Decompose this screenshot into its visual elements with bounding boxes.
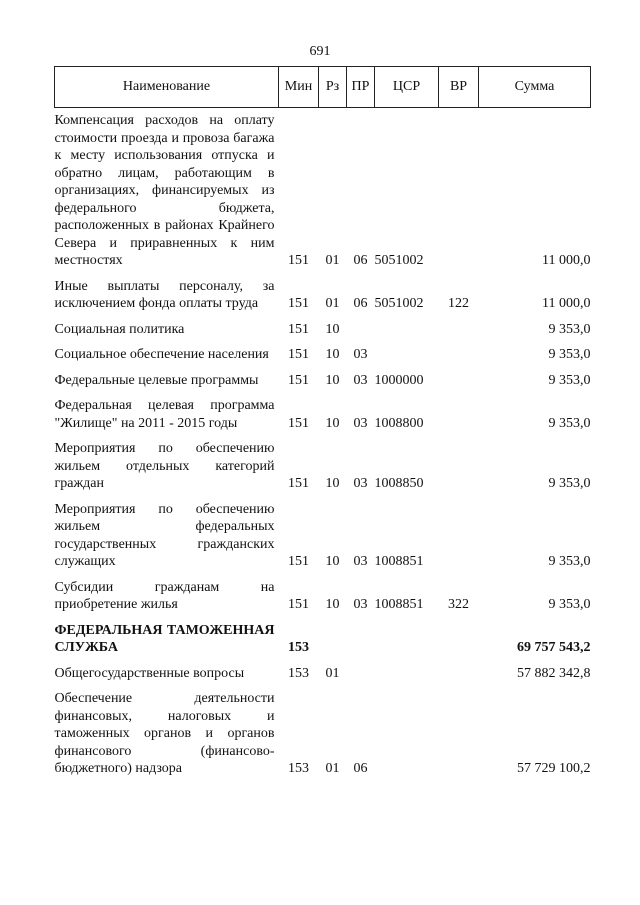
row-csr xyxy=(375,618,439,661)
row-csr xyxy=(375,661,439,687)
row-min: 151 xyxy=(288,597,309,612)
row-pr: 03 xyxy=(353,372,368,388)
row-vr xyxy=(439,368,479,394)
row-sum: 9 353,0 xyxy=(548,415,591,431)
row-pr: 06 xyxy=(353,296,368,311)
row-rz: 10 xyxy=(325,321,340,337)
row-pr xyxy=(347,661,375,687)
row-sum: 11 000,0 xyxy=(542,296,591,311)
table-row xyxy=(55,575,591,618)
row-csr: 5051002 xyxy=(374,253,424,268)
row-min: 151 xyxy=(288,415,309,431)
row-sum: 11 000,0 xyxy=(542,253,591,268)
table-body xyxy=(55,108,591,782)
row-csr: 1008851 xyxy=(374,554,424,569)
row-pr xyxy=(347,618,375,661)
row-sum: 9 353,0 xyxy=(548,476,591,491)
table-row xyxy=(55,436,591,497)
table-row xyxy=(55,317,591,343)
row-sum: 9 353,0 xyxy=(548,372,591,388)
row-rz: 01 xyxy=(325,253,340,268)
row-rz: 10 xyxy=(325,347,340,362)
row-name: ФЕДЕРАЛЬНАЯ ТАМОЖЕННАЯ СЛУЖБА xyxy=(54,622,275,655)
row-csr: 1000000 xyxy=(374,372,424,388)
row-min: 151 xyxy=(288,296,309,311)
row-rz: 10 xyxy=(325,372,340,388)
row-name: Социальная политика xyxy=(54,321,185,337)
row-vr xyxy=(439,393,479,436)
header-vr: ВР xyxy=(439,67,479,108)
row-vr xyxy=(439,342,479,368)
row-rz: 10 xyxy=(325,554,340,569)
row-csr: 5051002 xyxy=(374,296,424,311)
row-sum: 9 353,0 xyxy=(548,597,591,612)
table-row xyxy=(55,497,591,575)
row-min: 151 xyxy=(288,253,309,268)
row-min: 153 xyxy=(288,761,309,776)
row-csr: 1008851 xyxy=(374,597,424,612)
row-csr xyxy=(375,686,439,782)
row-pr: 06 xyxy=(353,253,368,268)
table-header xyxy=(55,67,591,108)
row-min: 153 xyxy=(288,640,309,655)
row-sum: 9 353,0 xyxy=(548,554,591,569)
row-rz: 10 xyxy=(325,597,340,612)
row-name: Федеральная целевая программа "Жилище" на 2011 - 2015 годы xyxy=(54,398,275,431)
row-name: Мероприятия по обеспечению жильем федеральных государственных гражданских служащих xyxy=(54,501,275,569)
row-rz: 10 xyxy=(325,476,340,491)
row-name: Обеспечение деятельности финансовых, налоговых и таможенных органов и органов финансового (финансово-бюджетного) надзора xyxy=(54,691,275,776)
row-pr: 03 xyxy=(353,415,368,431)
header-rz: Рз xyxy=(319,67,347,108)
row-vr xyxy=(439,497,479,575)
row-rz xyxy=(319,618,347,661)
row-pr xyxy=(347,317,375,343)
row-vr xyxy=(439,108,479,274)
header-name: Наименование xyxy=(55,67,279,108)
row-name: Социальное обеспечение населения xyxy=(54,347,269,362)
table-row xyxy=(55,618,591,661)
row-vr xyxy=(439,317,479,343)
row-name: Субсидии гражданам на приобретение жилья xyxy=(54,579,275,612)
header-pr: ПР xyxy=(347,67,375,108)
budget-table xyxy=(54,66,591,782)
table-row xyxy=(55,274,591,317)
row-pr: 03 xyxy=(353,476,368,491)
header-sum: Сумма xyxy=(479,67,591,108)
row-vr xyxy=(439,686,479,782)
row-rz: 01 xyxy=(325,761,340,776)
row-pr: 03 xyxy=(353,597,368,612)
row-name: Компенсация расходов на оплату стоимости проезда и провоза багажа к месту использования отпуска и обратно лицам, работающим в организациях, финансируемых из федерального бюджета, расположенных в районах Крайнего Севера и приравненных к ним местностях xyxy=(54,113,275,268)
row-csr xyxy=(375,342,439,368)
row-pr: 03 xyxy=(353,347,368,362)
row-vr xyxy=(439,661,479,687)
row-rz: 01 xyxy=(325,665,340,681)
row-pr: 06 xyxy=(353,761,368,776)
row-sum: 69 757 543,2 xyxy=(517,640,591,655)
row-csr xyxy=(375,317,439,343)
row-min: 151 xyxy=(288,372,309,388)
table-row xyxy=(55,108,591,274)
row-csr: 1008800 xyxy=(374,415,424,431)
table-row xyxy=(55,368,591,394)
table-row xyxy=(55,661,591,687)
row-vr xyxy=(439,436,479,497)
row-vr xyxy=(439,618,479,661)
header-csr: ЦСР xyxy=(375,67,439,108)
row-name: Иные выплаты персоналу, за исключением фонда оплаты труда xyxy=(54,278,275,311)
row-name: Федеральные целевые программы xyxy=(54,372,259,388)
row-pr: 03 xyxy=(353,554,368,569)
row-name: Мероприятия по обеспечению жильем отдельных категорий граждан xyxy=(54,441,275,491)
header-min: Мин xyxy=(279,67,319,108)
table-row xyxy=(55,342,591,368)
row-name: Общегосударственные вопросы xyxy=(54,665,245,681)
row-rz: 10 xyxy=(325,415,340,431)
row-min: 151 xyxy=(288,347,309,362)
row-sum: 57 729 100,2 xyxy=(517,761,591,776)
table-row xyxy=(55,686,591,782)
page-number: 691 xyxy=(309,44,331,59)
row-min: 151 xyxy=(288,321,309,337)
row-min: 153 xyxy=(288,665,309,681)
row-sum: 9 353,0 xyxy=(548,347,591,362)
row-vr: 122 xyxy=(448,296,469,311)
row-csr: 1008850 xyxy=(374,476,424,491)
table-row xyxy=(55,393,591,436)
row-vr: 322 xyxy=(448,597,469,612)
row-min: 151 xyxy=(288,476,309,491)
row-rz: 01 xyxy=(325,296,340,311)
row-min: 151 xyxy=(288,554,309,569)
row-sum: 9 353,0 xyxy=(548,321,591,337)
row-sum: 57 882 342,8 xyxy=(517,665,591,681)
